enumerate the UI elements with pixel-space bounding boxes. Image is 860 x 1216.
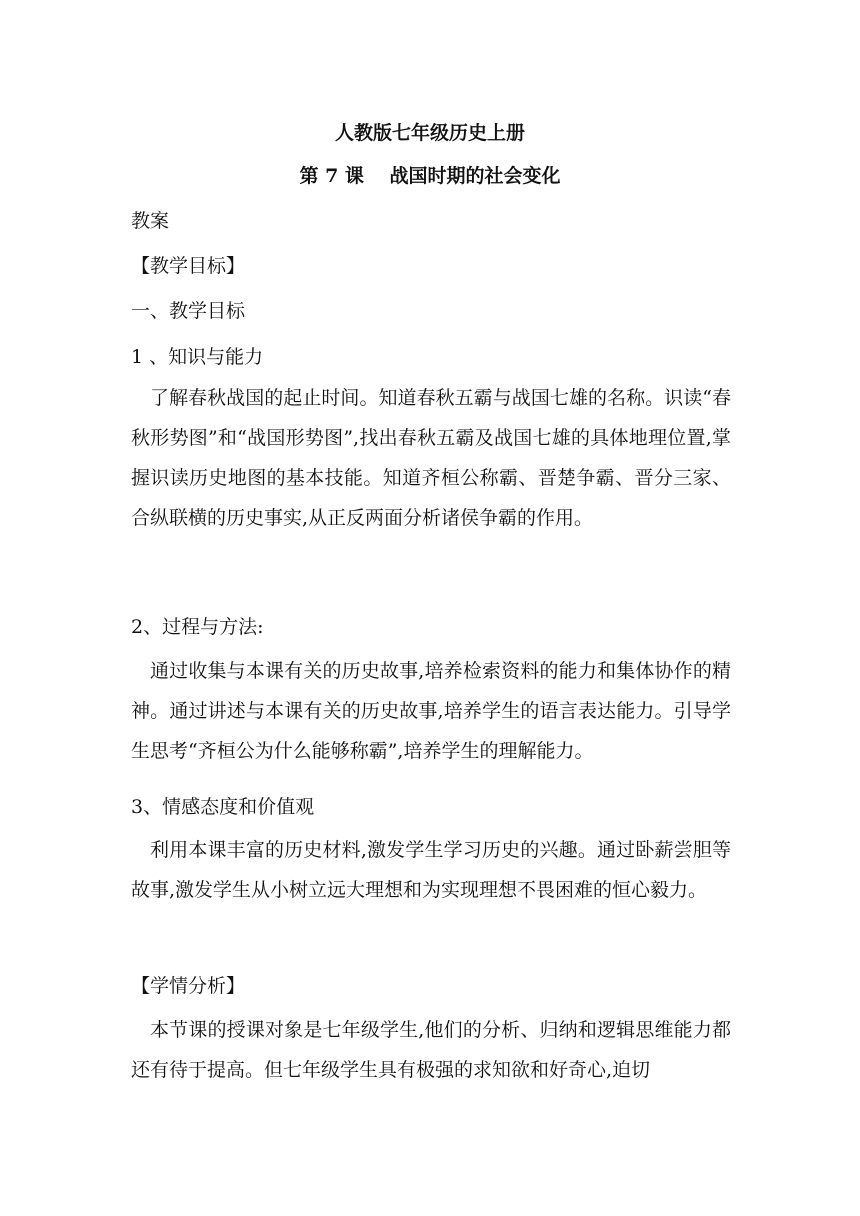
- heading-process-method: 2、过程与方法:: [131, 616, 264, 638]
- heading-emotion-values: 3、情感态度和价值观: [131, 796, 315, 818]
- paragraph-analysis: 本节课的授课对象是七年级学生,他们的分析、归纳和逻辑思维能力都还有待于提高。但七年级学生具有极强的求知欲和好奇心,迫切: [131, 1019, 731, 1081]
- paragraph-knowledge: 了解春秋战国的起止时间。知道春秋五霸与战国七雄的名称。识读“春秋形势图”和“战国形势图”,找出春秋五霸及战国七雄的具体地理位置,掌握识读历史地图的基本技能。知道齐桓公称霸、晋楚争霸、晋分三家、合纵联横的历史事实,从正反两面分析诸侯争霸的作用。: [131, 387, 731, 529]
- section-heading-objectives: 【教学目标】: [131, 255, 246, 277]
- lesson-title: 第 7 课 战国时期的社会变化: [299, 165, 561, 187]
- doc-type-label: 教案: [131, 210, 170, 232]
- document-title: 人教版七年级历史上册: [334, 122, 525, 144]
- paragraph-process: 通过收集与本课有关的历史故事,培养检索资料的能力和集体协作的精神。通过讲述与本课有关的历史故事,培养学生的语言表达能力。引导学生思考“齐桓公为什么能够称霸”,培养学生的理解能力。: [131, 660, 731, 762]
- heading-teaching-objectives: 一、教学目标: [131, 300, 246, 322]
- paragraph-values: 利用本课丰富的历史材料,激发学生学习历史的兴趣。通过卧薪尝胆等故事,激发学生从小树立远大理想和为实现理想不畏困难的恒心毅力。: [131, 839, 731, 901]
- heading-knowledge-ability: 1 、知识与能力: [131, 346, 264, 368]
- section-heading-analysis: 【学情分析】: [131, 975, 246, 997]
